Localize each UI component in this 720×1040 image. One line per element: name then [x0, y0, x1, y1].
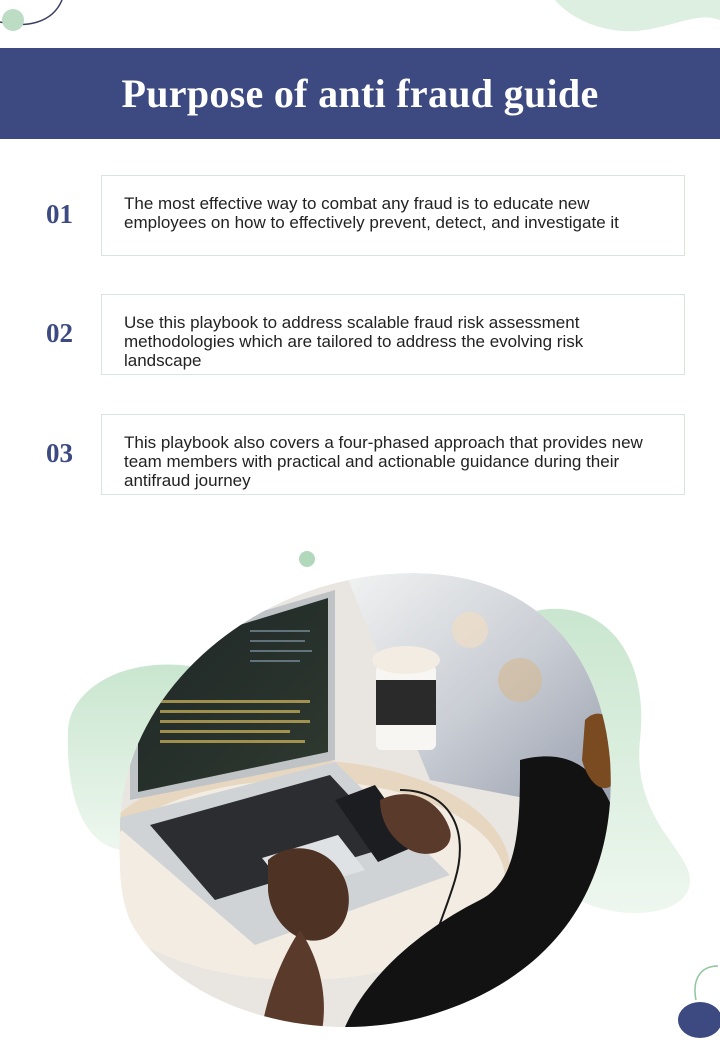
point-box-1 [101, 175, 685, 256]
laptop-photo-illustration [0, 540, 720, 1040]
point-text-2: Use this playbook to address scalable fraud risk assessment methodologies which are tailored to address the evolving risk landscape [124, 313, 584, 370]
point-number-1: 01 [46, 199, 73, 229]
point-box-3 [101, 414, 685, 495]
point-text-3: This playbook also covers a four-phased approach that provides new team members with practical and actionable guidance during their antifraud journey [124, 433, 643, 490]
page-title: Purpose of anti fraud guide [121, 71, 599, 116]
point-number-3: 03 [46, 438, 73, 468]
point-box-2 [101, 294, 685, 375]
bottom-corner-decoration [660, 960, 720, 1040]
point-text-1: The most effective way to combat any fraud is to educate new employees on how to effectively prevent, detect, and investigate it [124, 194, 619, 232]
small-dot-decoration [299, 551, 315, 567]
corner-swirl-decoration [0, 0, 80, 40]
header-band [0, 48, 720, 139]
top-blob-decoration [550, 0, 720, 40]
point-number-2: 02 [46, 318, 73, 348]
